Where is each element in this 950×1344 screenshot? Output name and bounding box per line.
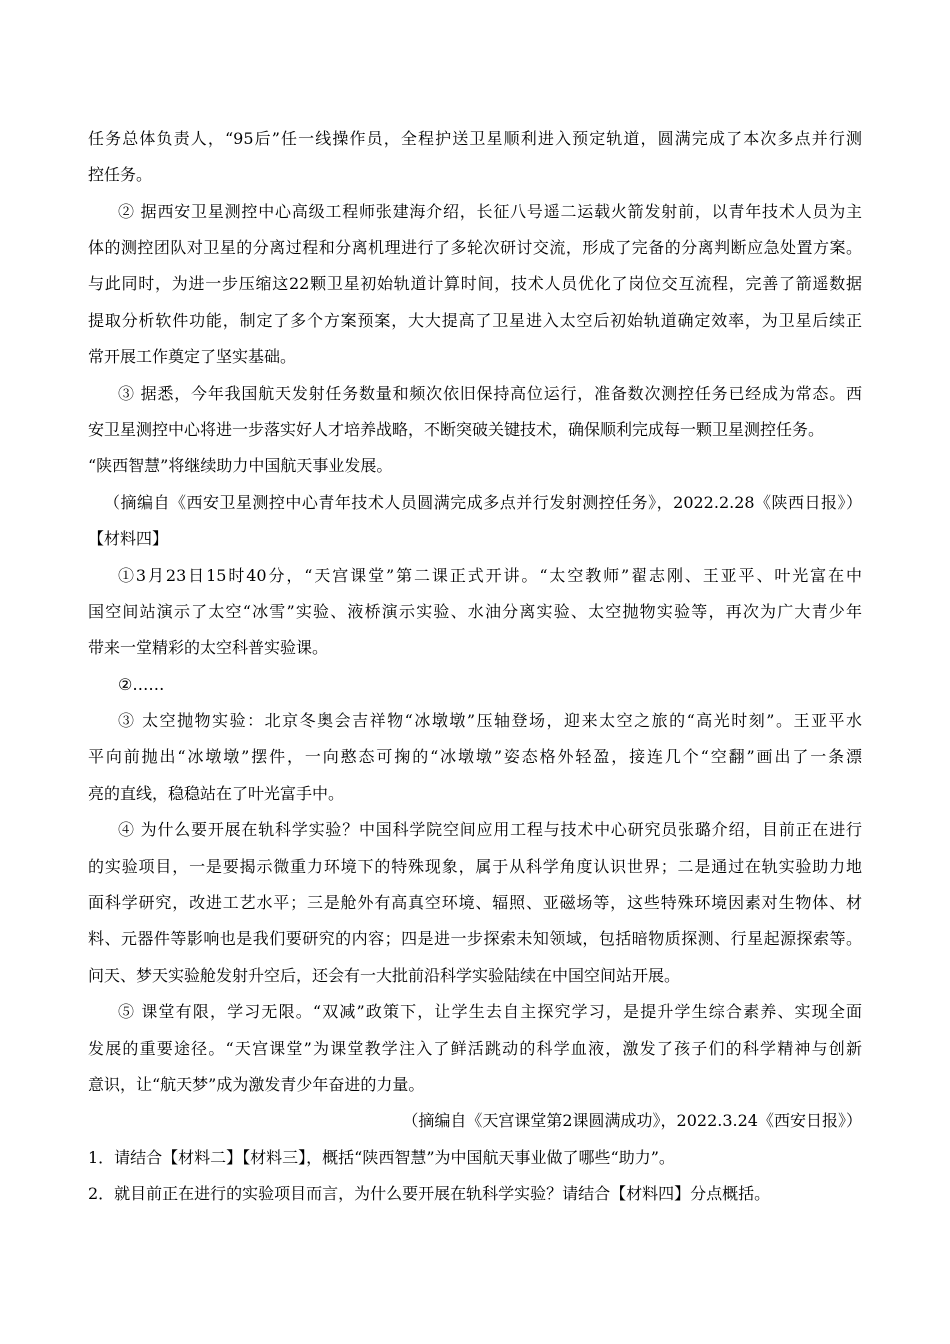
text-line: ② 据西安卫星测控中心高级工程师张建海介绍，长征八号遥二运载火箭发射前，以青年技术人员为主 (118, 202, 862, 221)
text-line: 亮的直线，稳稳站在了叶光富手中。 (88, 784, 345, 803)
text-line: ④ 为什么要开展在轨科学实验？中国科学院空间应用工程与技术中心研究员张璐介绍，目前正在进行 (118, 820, 862, 839)
text-line: 提取分析软件功能，制定了多个方案预案，大大提高了卫星进入太空后初始轨道确定效率，为卫星后续正 (88, 311, 862, 330)
text-line: 意识，让“航天梦”成为激发青少年奋进的力量。 (88, 1075, 425, 1094)
text-line: 面科学研究，改进工艺水平；三是舱外有高真空环境、辐照、亚磁场等，这些特殊环境因素对生物体、材 (88, 893, 862, 912)
text-line: 国空间站演示了太空“冰雪”实验、液桥演示实验、水油分离实验、太空抛物实验等，再次为广大青少年 (88, 602, 862, 621)
text-line: 任务总体负责人，“95后”任一线操作员，全程护送卫星顺利进入预定轨道，圆满完成了本次多点并行测 (88, 129, 862, 148)
source-citation: （摘编自《西安卫星测控中心青年技术人员圆满完成多点并行发射测控任务》，2022.2.28《陕西日报》） (104, 493, 862, 512)
text-line: 体的测控团队对卫星的分离过程和分离机理进行了多轮次研讨交流，形成了完备的分离判断应急处置方案。 (88, 238, 862, 257)
text-line: 与此同时，为进一步压缩这22颗卫星初始轨道计算时间，技术人员优化了岗位交互流程，完善了箭遥数据 (88, 274, 862, 293)
text-line: 料、元器件等影响也是我们要研究的内容；四是进一步探索未知领域，包括暗物质探测、行星起源探索等。 (88, 929, 862, 948)
section-heading: 【材料四】 (88, 529, 169, 548)
question-2: 2．就目前正在进行的实验项目而言，为什么要开展在轨科学实验？请结合【材料四】分点概括。 (88, 1184, 771, 1203)
question-1: 1．请结合【材料二】【材料三】，概括“陕西智慧”为中国航天事业做了哪些“助力”。 (88, 1148, 675, 1167)
text-line: 安卫星测控中心将进一步落实好人才培养战略，不断突破关键技术，确保顺利完成每一颗卫星测控任务。 (88, 420, 825, 439)
text-line: “陕西智慧”将继续助力中国航天事业发展。 (88, 456, 393, 475)
text-line: 发展的重要途径。“天宫课堂”为课堂教学注入了鲜活跳动的科学血液，激发了孩子们的科学精神与创新 (88, 1039, 862, 1058)
text-line: ③ 太空抛物实验：北京冬奥会吉祥物“冰墩墩”压轴登场，迎来太空之旅的“高光时刻”。王亚平水 (118, 711, 862, 730)
text-line: 问天、梦天实验舱发射升空后，还会有一大批前沿科学实验陆续在中国空间站开展。 (88, 966, 681, 985)
text-line: ②…… (118, 675, 165, 694)
source-citation: （摘编自《天宫课堂第2课圆满成功》，2022.3.24《西安日报》） (402, 1111, 862, 1130)
text-line: 平向前抛出“冰墩墩”摆件，一向憨态可掬的“冰墩墩”姿态格外轻盈，接连几个“空翻”画出了一条漂 (88, 747, 862, 766)
text-line: 控任务。 (88, 165, 153, 184)
text-line: 的实验项目，一是要揭示微重力环境下的特殊现象，属于从科学角度认识世界；二是通过在轨实验助力地 (88, 857, 862, 876)
text-line: ③ 据悉，今年我国航天发射任务数量和频次依旧保持高位运行，准备数次测控任务已经成为常态。西 (118, 384, 862, 403)
text-line: 常开展工作奠定了坚实基础。 (88, 347, 297, 366)
text-line: ①3月23日15时40分，“天宫课堂”第二课正式开讲。“太空教师”翟志刚、王亚平、叶光富在中 (118, 566, 862, 585)
text-line: ⑤ 课堂有限，学习无限。“双减”政策下，让学生去自主探究学习，是提升学生综合素养、实现全面 (118, 1002, 862, 1021)
text-line: 带来一堂精彩的太空科普实验课。 (88, 638, 329, 657)
